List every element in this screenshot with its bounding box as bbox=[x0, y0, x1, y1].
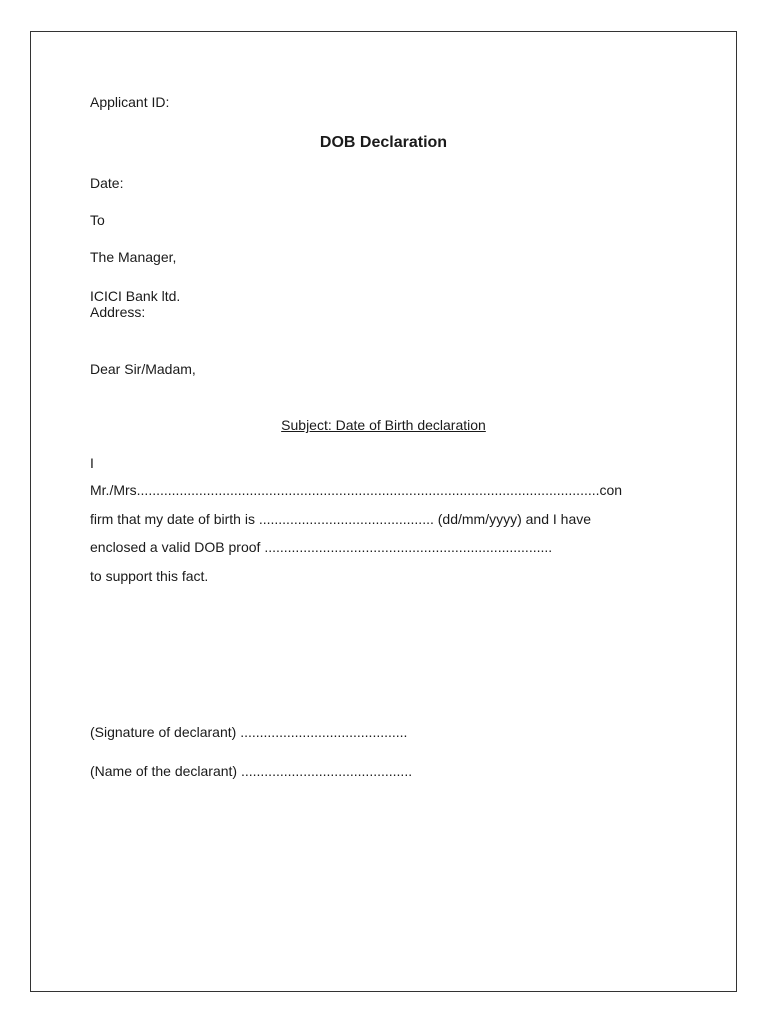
subject-line: Subject: Date of Birth declaration bbox=[281, 417, 486, 433]
document-title: DOB Declaration bbox=[319, 134, 448, 151]
recipient-manager: The Manager, bbox=[90, 249, 177, 265]
salutation: Dear Sir/Madam, bbox=[90, 361, 196, 377]
signature-line: (Signature of declarant) ........................................... bbox=[90, 724, 408, 740]
body-line-3: firm that my date of birth is ............................................. (dd/mm/yyyy) and I have bbox=[90, 511, 592, 527]
declarant-name-line: (Name of the declarant) ............................................ bbox=[90, 763, 413, 779]
body-line-2: Mr./Mrs.......................................................................................................................con bbox=[90, 482, 623, 498]
body-line-5: to support this fact. bbox=[90, 568, 209, 584]
date-label: Date: bbox=[90, 175, 124, 191]
body-line-4: enclosed a valid DOB proof .......................................................................... bbox=[90, 539, 553, 555]
applicant-id-label: Applicant ID: bbox=[90, 94, 170, 110]
recipient-bank: ICICI Bank ltd. bbox=[90, 288, 181, 304]
address-label: Address: bbox=[90, 304, 146, 320]
document-page bbox=[30, 31, 737, 992]
body-line-1: I bbox=[90, 455, 94, 471]
recipient-to: To bbox=[90, 212, 105, 228]
